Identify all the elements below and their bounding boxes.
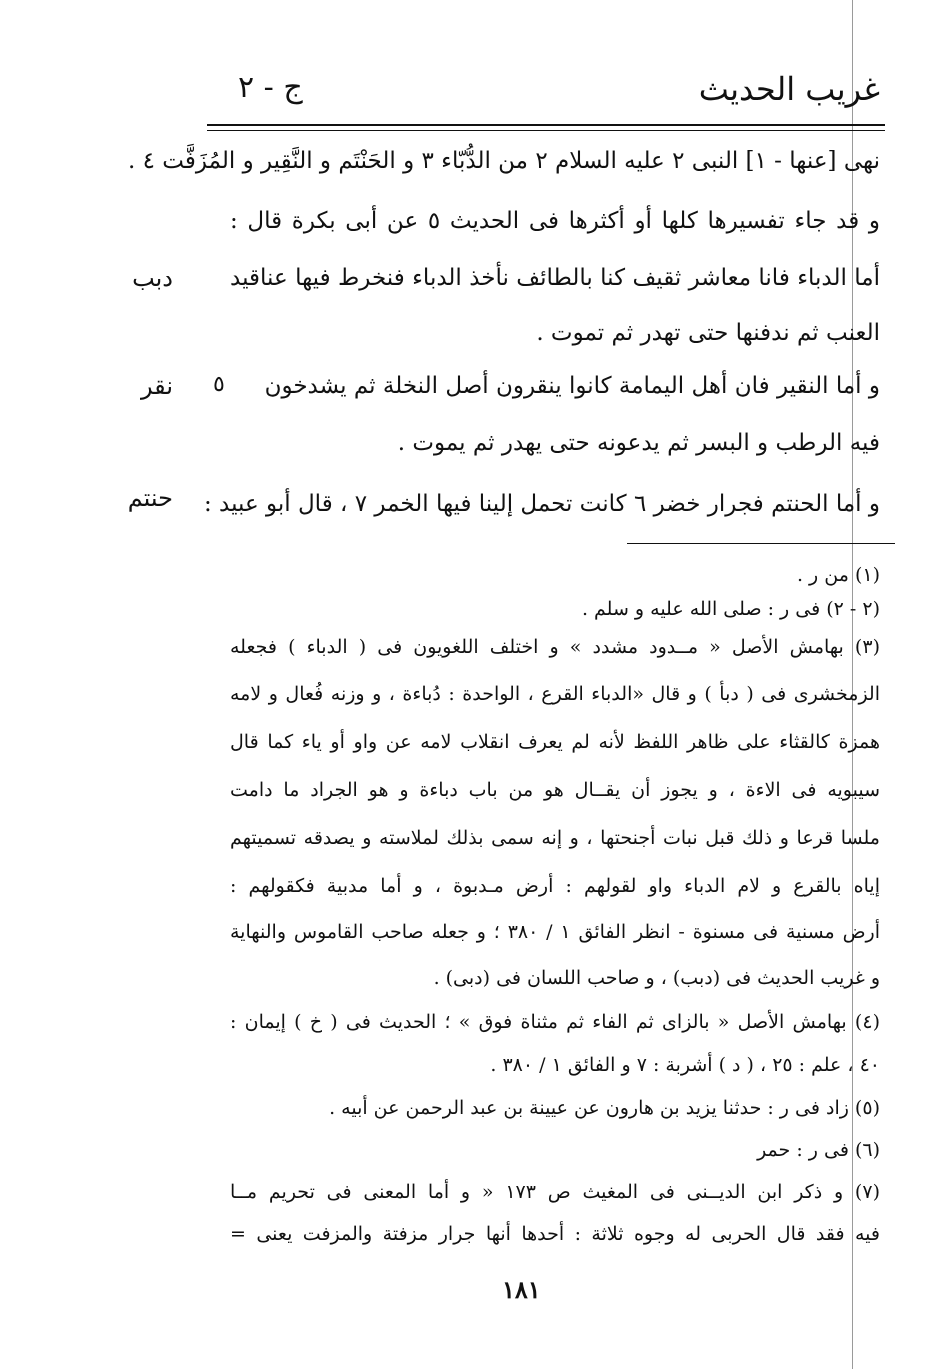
footnote-line: فيه فقد قال الحربى له وجوه ثلاثة : أحدها أنها جرار مزفتة والمزفت يعنى = [230,1223,880,1245]
line-number: ٥ [213,372,225,397]
footnote-line: الزمخشرى فى ( دبأ ) و قال «الدباء القرع ، الواحدة : دُباءة ، و وزنه فُعال و لامه [230,683,880,705]
page-number: ١٨١ [502,1275,541,1304]
margin-root-word: حنتم [127,484,173,512]
margin-root-word: نقر [140,372,173,400]
footnote-line: و غريب الحديث فى (دبب) ، و صاحب اللسان فى (دبى) . [433,967,880,989]
footnote-line: (٢ - ٢) فى ر : صلى الله عليه و سلم . [581,598,880,620]
footnote-rule [627,543,895,544]
text-line: نهى [عنها - ١] النبى ٢ عليه السلام ٢ من الدُّبّاء ٣ و الحَنْتَم و النَّقِير و المُزَفَّت ٤ . [128,148,880,174]
text-line: فيه الرطب و البسر ثم يدعونه حتى يهدر ثم يموت . [397,430,880,456]
text-line: و أما الحنتم فجرار خضر ٦ كانت تحمل إلينا فيها الخمر ٧ ، قال أبو عبيد : [203,491,880,517]
header-title: غريب الحديث [698,70,880,108]
header-volume: ج - ٢ [238,70,303,105]
running-header [220,68,880,118]
text-line: أما الدباء فانا معاشر ثقيف كنا بالطائف نأخذ الدباء فنخرط فيها عناقيد [230,265,880,291]
text-line: العنب ثم ندفنها حتى تهدر ثم تموت . [536,320,880,346]
footnote-line: (٧) و ذكر ابن الديــنى فى المغيث ص ١٧٣ « و أما المعنى فى تحريم مــا [230,1181,880,1203]
header-rule-thin [207,130,885,131]
text-line: و قد جاء تفسيرها كلها أو أكثرها فى الحديث ٥ عن أبى بكرة قال : [230,208,880,234]
footnote-line: أرض مسنية فى مسنوة - انظر الفائق ١ / ٣٨٠ ؛ و جعله صاحب القاموس والنهاية [230,921,880,943]
footnote-line: ملسا قرعا و ذلك قبل نبات أجنحتها ، و إنه سمى بذلك لملاسته و يصدقه تسميتهم [230,827,880,849]
footnote-line: ٤٠ ، علم : ٢٥ ، ( د ) أشربة : ٧ و الفائق ١ / ٣٨٠ . [490,1054,880,1076]
margin-root-word: دبب [132,264,173,292]
header-rule [207,124,885,126]
footnote-line: (٣) بهامش الأصل « مــدود مشدد » و اختلف اللغويون فى ( الدباء ) فجعله [230,636,880,658]
footnote-line: همزة كالقثاء على ظاهر اللفظ لأنه لم يعرف انقلاب لامه عن واو أو ياء كما قال [230,731,880,753]
footnote-line: (٤) بهامش الأصل « بالزاى ثم الفاء ثم مثناة فوق » ؛ الحديث فى ( خ ) إيمان : [230,1011,880,1033]
footnote-line: إياه بالقرع و لام الدباء واو لقولهم : أرض مـدبوة ، و أما مدبية فكقولهم : [230,875,880,897]
footnote-line: سيبويه فى الاءة ، و يجوز أن يقــال هو من باب دباءة و هو الجراد ما دامت [230,779,880,801]
footnote-line: (٦) فى ر : حمر [757,1139,880,1161]
footnote-line: (٥) زاد فى ر : حدثنا يزيد بن هارون عن عيينة بن عبد الرحمن عن أبيه . [329,1097,880,1119]
text-line: و أما النقير فان أهل اليمامة كانوا ينقرون أصل النخلة ثم يشدخون [264,373,880,399]
footnote-line: (١) من ر . [796,564,880,586]
